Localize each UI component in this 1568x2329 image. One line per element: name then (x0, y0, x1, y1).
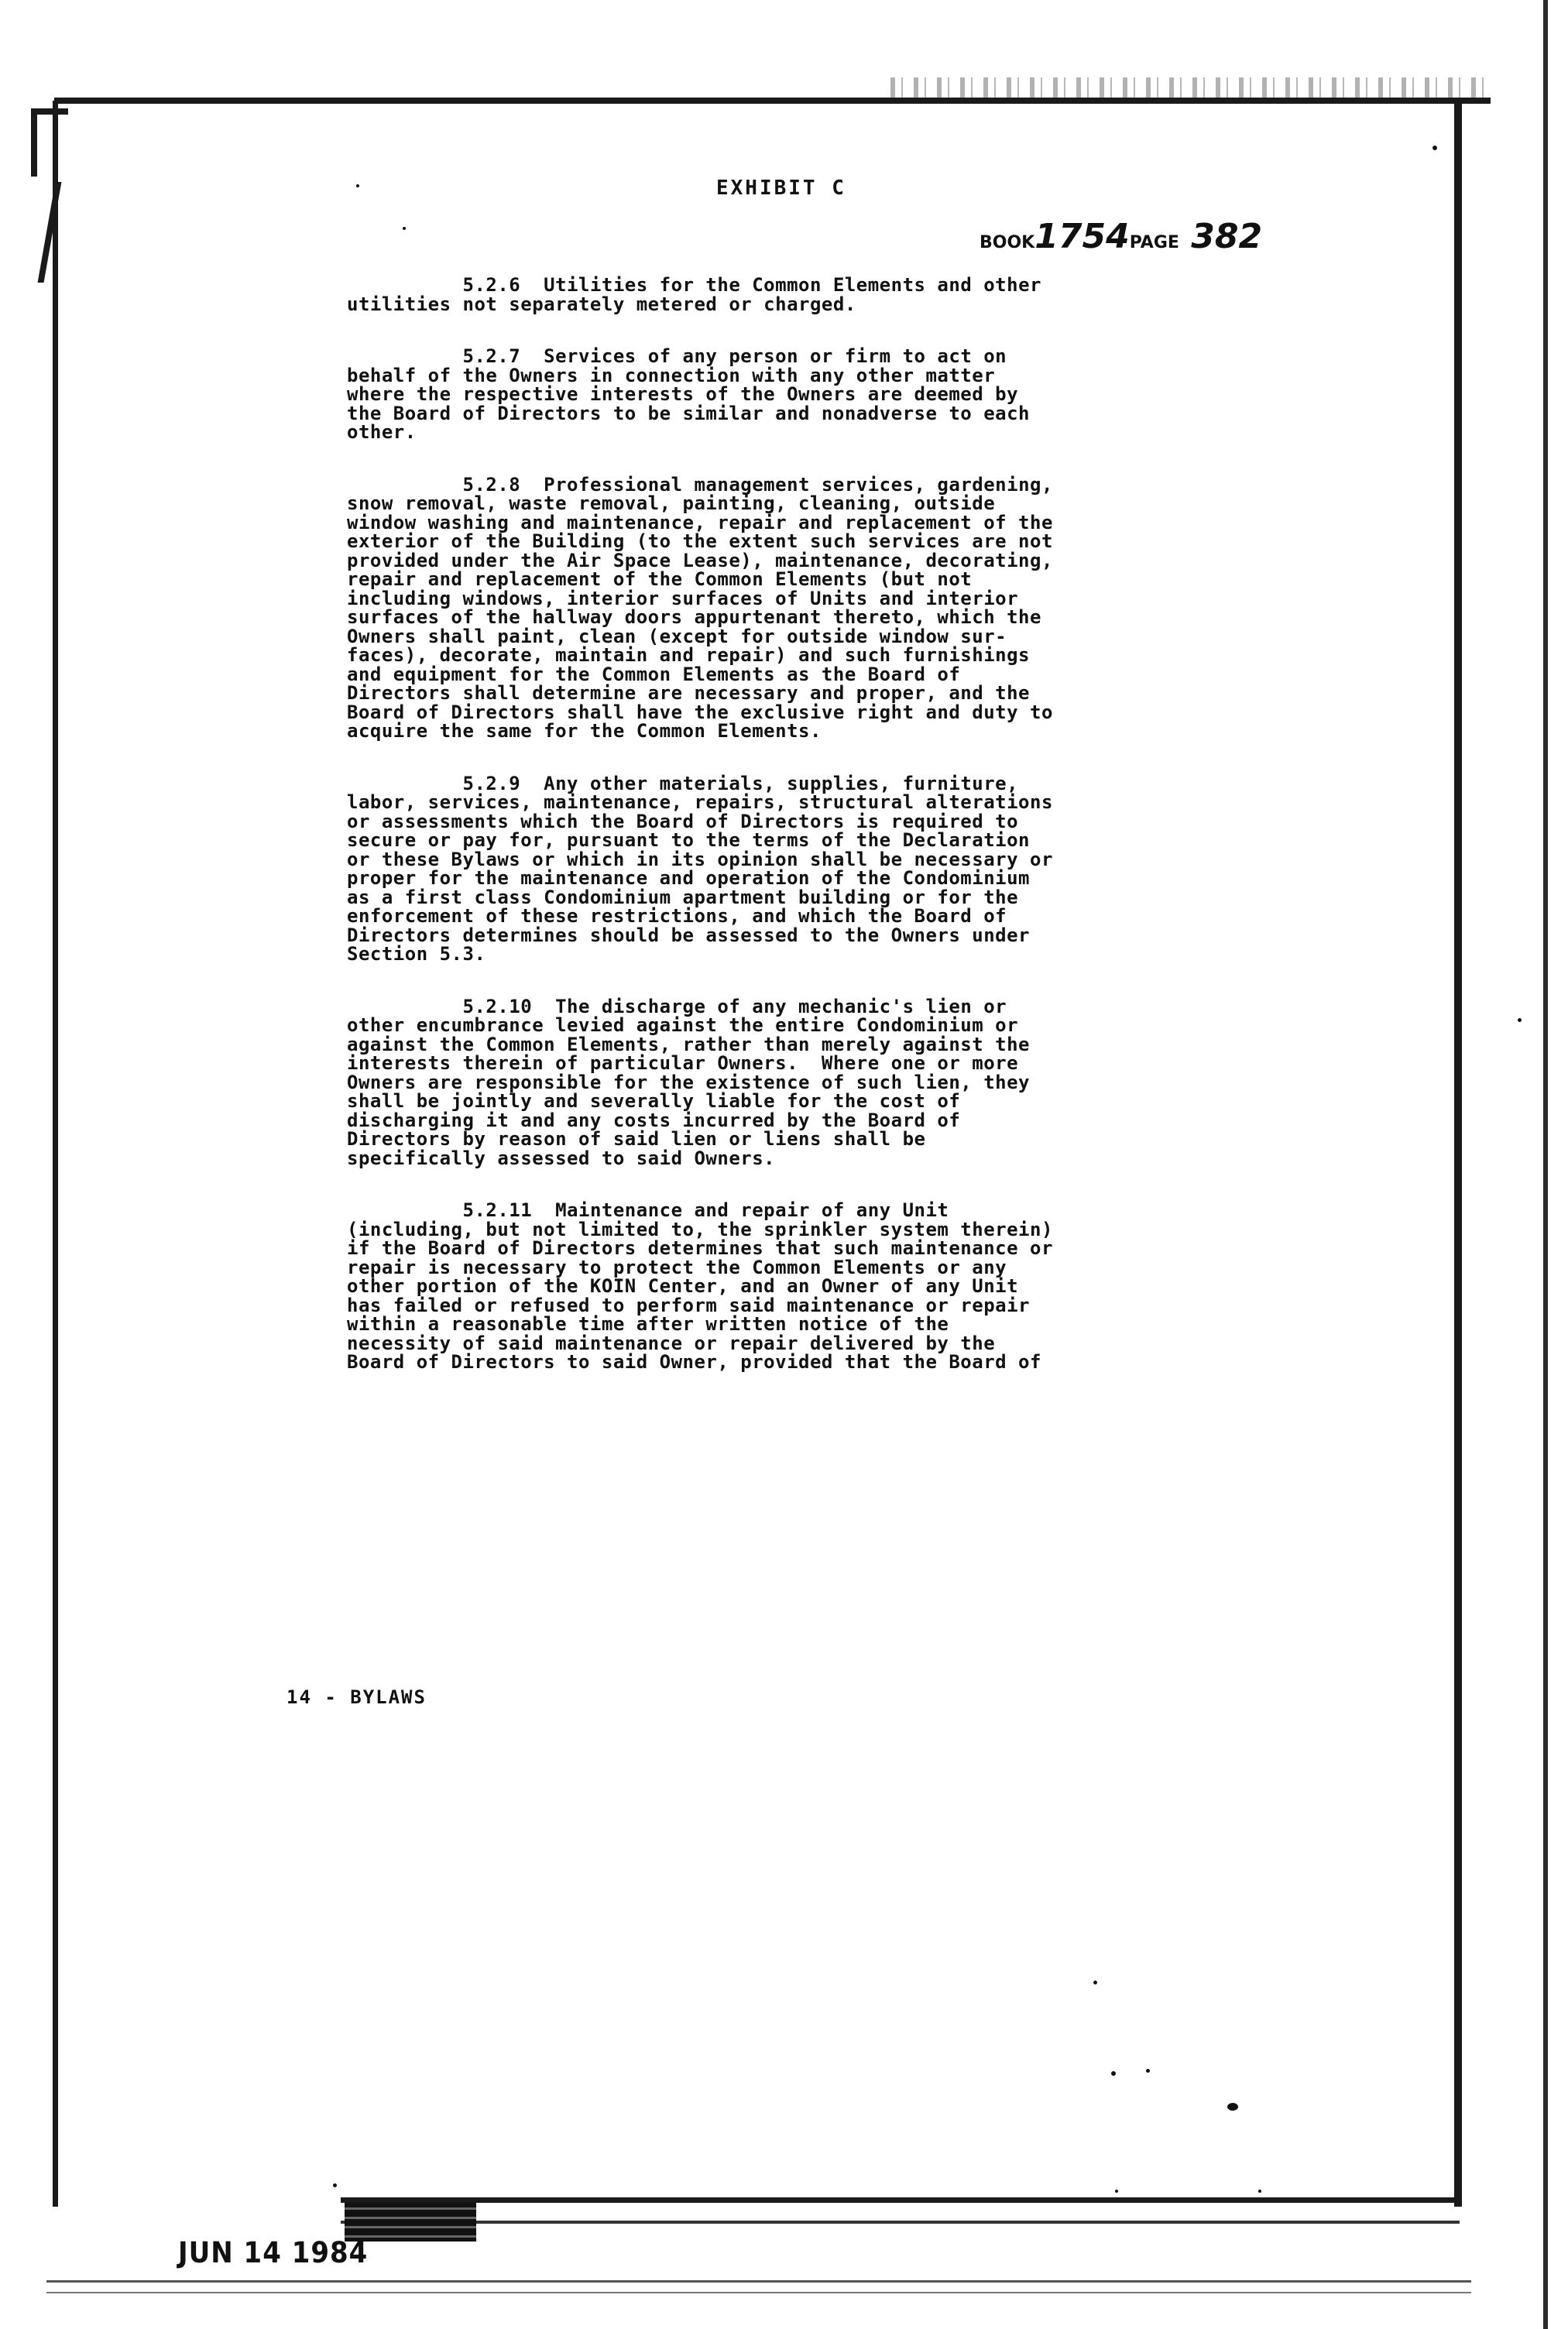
scan-speck (1093, 1981, 1097, 1984)
page-number: 382 (1191, 217, 1263, 256)
book-number: 1754 (1034, 217, 1130, 256)
scan-speck (1227, 2103, 1238, 2111)
corner-mark (31, 108, 68, 177)
scan-speck (1432, 146, 1437, 150)
paragraph-5-2-11: 5.2.11 Maintenance and repair of any Unit (including, but not limited to, the sprinkler system therein) if the Board of Directors determines that such maintenance or repair is necessary to protect the Common Elements or any other portion of the KOIN Center, and an Owner of any Unit has failed or refused to perform said maintenance or repair within a reasonable time after written notice of the necessity of said maintenance or repair delivered by the Board of Directors to said Owner, provided that the Board of (347, 1199, 1053, 1373)
page-border-bottom (341, 2197, 1460, 2203)
paragraph-5-2-8: 5.2.8 Professional management services, gardening, snow removal, waste removal, painting, cleaning, outside window washing and maintenance, repair and replacement of the exterior of the Building (to the extent such services are not provided under the Air Space Lease), maintenance, decorating, repair and replacement of the Common Elements (but not including windows, interior surfaces of Units and interior surfaces of the hallway doors appurtenant thereto, which the Owners shall paint, clean (except for outside window sur- faces), decorate, maintain and repair) and such furnishings and equipment for the Common Elements as the Board of Directors shall determine are necessary and proper, and the Board of Directors shall have the exclusive right and duty to acquire the same for the Common Elements. (347, 473, 1053, 742)
scan-speck (1518, 1018, 1522, 1022)
scan-speck (1146, 2069, 1150, 2073)
book-label: BOOK (980, 233, 1035, 252)
scan-speck (333, 2183, 337, 2187)
paragraph-5-2-7: 5.2.7 Services of any person or firm to act on behalf of the Owners in connection with any other matter where the respective interests of the Owners are deemed by the Board of Directors to be similar and nonadverse to each other. (347, 345, 1031, 443)
scan-line-bottom-2 (46, 2280, 1471, 2283)
document-body (347, 276, 1292, 1405)
date-stamp: JUN 14 1984 (178, 2236, 369, 2270)
scan-speck (1115, 2190, 1118, 2193)
paragraph-5-2-10: 5.2.10 The discharge of any mechanic's lien or other encumbrance levied against the entire Condominium or against the Common Elements, rather than merely against the interests therein of particular Owners. Where one or more Owners are responsible for the existence of such lien, they shall be jointly and severally liable for the cost of discharging it and any costs incurred by the Board of Directors by reason of said lien or liens shall be specifically assessed to said Owners. (347, 995, 1031, 1169)
paragraph-5-2-6: 5.2.6 Utilities for the Common Elements and other utilities not separately metered or charged. (347, 274, 1041, 315)
page-border-top (54, 98, 1491, 104)
paragraph-5-2-9: 5.2.9 Any other materials, supplies, furniture, labor, services, maintenance, repairs, structural alterations or assessments which the Board of Directors is required to secure or pay for, pursuant to the terms of the Declaration or these Bylaws or which in its opinion shall be necessary or proper for the maintenance and operation of the Condominium as a first class Condominium apartment building or for the enforcement of these restrictions, and which the Board of Directors determines should be assessed to the Owners under Section 5.3. (347, 772, 1053, 965)
scan-speck (1111, 2071, 1116, 2076)
scan-speck (403, 227, 406, 230)
page-border-left (53, 101, 58, 2207)
page-border-right (1454, 101, 1462, 2207)
scan-speck (1258, 2190, 1261, 2193)
scan-line-bottom-3 (46, 2292, 1471, 2293)
page-footer: 14 - BYLAWS (286, 1686, 427, 1708)
page-label: PAGE (1129, 233, 1179, 252)
scan-edge-right (1543, 0, 1548, 2329)
scan-line-bottom (341, 2221, 1460, 2224)
book-page-reference (980, 217, 1262, 256)
exhibit-title: EXHIBIT C (716, 177, 846, 200)
scan-speck (356, 184, 359, 187)
